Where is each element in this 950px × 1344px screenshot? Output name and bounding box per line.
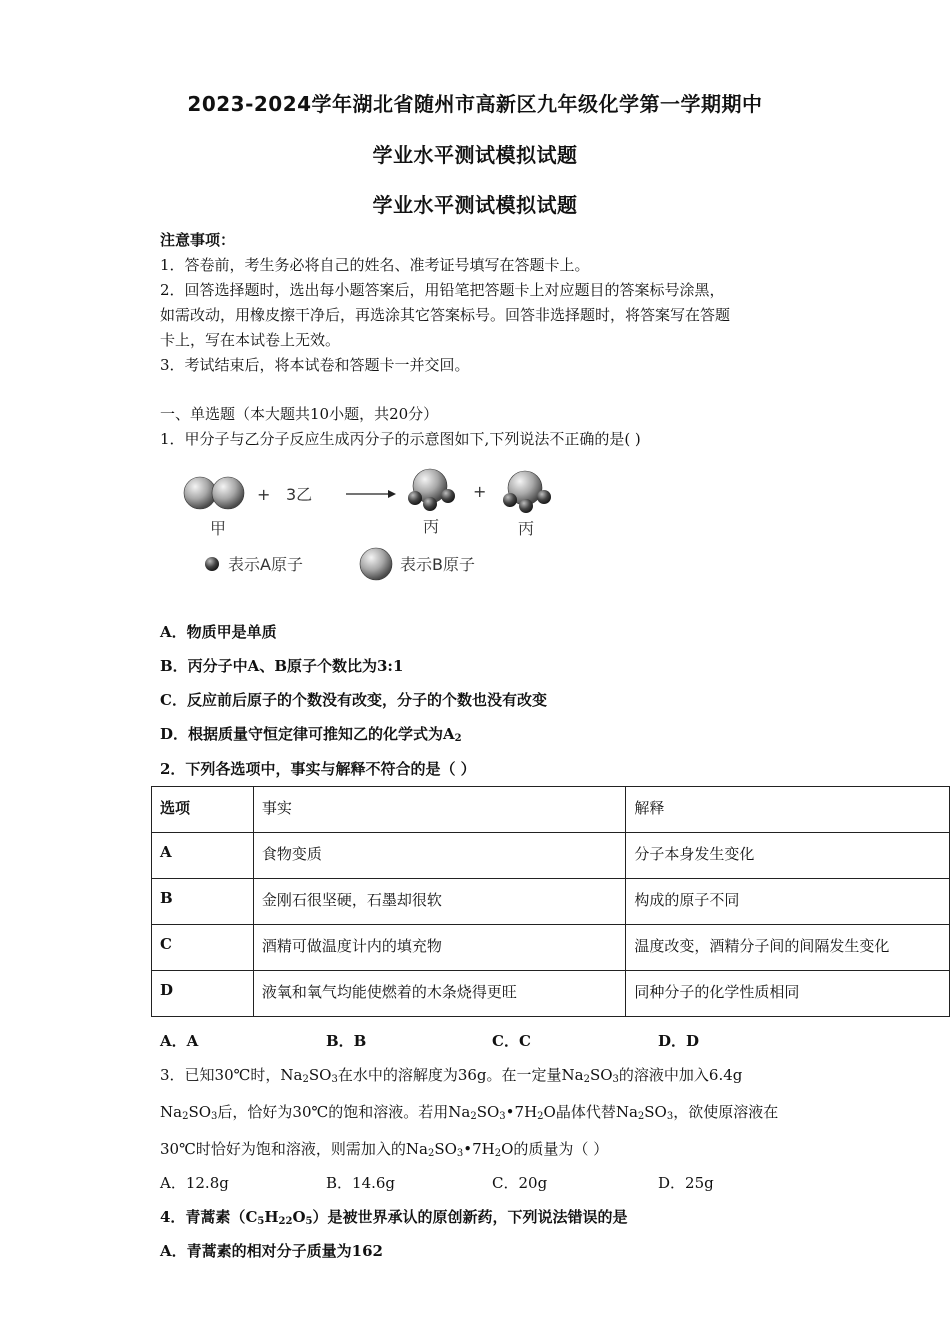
notice-heading: 注意事项： — [160, 231, 236, 249]
q3-sub: 3 — [331, 1074, 338, 1085]
q3-line-3 — [160, 1138, 608, 1159]
q4-sub: 22 — [278, 1216, 293, 1227]
a-atom-3 — [441, 489, 455, 503]
q3-line-2 — [160, 1101, 778, 1122]
table-row — [152, 925, 950, 971]
q3-text: O的质量为（ ） — [501, 1140, 609, 1158]
q2-option-d: D．D — [658, 1032, 700, 1050]
a-atom-6 — [537, 490, 551, 504]
q3-sub: 2 — [470, 1111, 477, 1122]
q1-option-a: A．物质甲是单质 — [160, 623, 277, 641]
q1-option-d — [160, 723, 462, 744]
table-header-cell: 解释 — [626, 787, 950, 833]
table-cell-explanation: 分子本身发生变化 — [626, 833, 950, 879]
q4-text: 4．青蒿素（C — [160, 1208, 258, 1226]
q3-text: SO — [644, 1103, 667, 1121]
q3-option-b: B．14.6g — [326, 1174, 396, 1192]
q3-option-d: D．25g — [658, 1174, 714, 1192]
q2-stem: 2．下列各选项中，事实与解释不符合的是（ ） — [160, 760, 476, 778]
legend-a-label: 表示A原子 — [228, 555, 303, 574]
q3-text: SO — [188, 1103, 212, 1121]
plus-sign-1: + — [257, 485, 271, 504]
q3-sub: 3 — [666, 1111, 674, 1122]
exam-title-line2: 学业水平测试模拟试题 — [372, 143, 578, 167]
q1-molecule-diagram — [170, 460, 590, 590]
q3-text: O晶体代替Na — [543, 1103, 638, 1121]
q3-sub: 2 — [537, 1111, 544, 1122]
q4-text: H — [264, 1208, 279, 1226]
table-cell-option: C — [152, 925, 254, 971]
q3-line-1 — [160, 1064, 742, 1085]
q3-text: SO — [476, 1103, 500, 1121]
q2-table — [151, 786, 950, 1017]
reactant-yi: 3乙 — [286, 485, 313, 504]
table-cell-option: A — [152, 833, 254, 879]
legend-b-label: 表示B原子 — [400, 555, 475, 574]
q3-text: 在水中的溶解度为36g。在一定量Na — [337, 1066, 584, 1084]
q4-text: O — [292, 1208, 306, 1226]
q3-sub: 2 — [182, 1111, 189, 1122]
q3-text: 3．已知30℃时，Na — [160, 1066, 303, 1084]
q3-sub: 3 — [612, 1074, 619, 1085]
q3-text: 30℃时恰好为饱和溶液，则需加入的Na — [160, 1140, 428, 1158]
q4-stem — [160, 1206, 628, 1227]
table-cell-option: D — [152, 971, 254, 1017]
notice-item-2-end: 卡上，写在本试卷上无效。 — [160, 331, 341, 349]
section-heading: 一、单选题（本大题共10小题，共20分） — [160, 405, 439, 423]
exam-title-line1: 2023-2024学年湖北省随州市高新区九年级化学第一学期期中 — [187, 92, 763, 116]
q3-text: •7H — [505, 1103, 538, 1121]
q3-sub: 3 — [499, 1111, 506, 1122]
q2-option-b: B．B — [326, 1032, 367, 1050]
table-cell-fact: 酒精可做温度计内的填充物 — [253, 925, 626, 971]
table-cell-explanation: 构成的原子不同 — [626, 879, 950, 925]
q3-sub: 2 — [494, 1148, 502, 1159]
q3-text: SO — [434, 1140, 457, 1158]
q1-diagram-svg — [170, 460, 590, 590]
notice-item-1: 1．答卷前，考生务必将自己的姓名、准考证号填写在答题卡上。 — [160, 256, 590, 274]
q3-sub: 2 — [637, 1111, 645, 1122]
table-cell-fact: 液氧和氧气均能使燃着的木条烧得更旺 — [253, 971, 626, 1017]
b-atom-2 — [212, 477, 244, 509]
q3-text: SO — [308, 1066, 332, 1084]
q4-option-a: A．青蒿素的相对分子质量为162 — [160, 1242, 383, 1260]
q3-option-a: A．12.8g — [160, 1174, 229, 1192]
q1-option-c: C．反应前后原子的个数没有改变，分子的个数也没有改变 — [160, 691, 547, 709]
q3-text: ，欲使原溶液在 — [673, 1103, 779, 1121]
q3-text: SO — [589, 1066, 613, 1084]
molecule-jia — [184, 477, 244, 509]
q3-text: •7H — [463, 1140, 495, 1158]
table-cell-explanation: 温度改变，酒精分子间的间隔发生变化 — [626, 925, 950, 971]
q3-sub: 3 — [456, 1148, 464, 1159]
table-cell-option: B — [152, 879, 254, 925]
table-row — [152, 879, 950, 925]
a-atom-2 — [423, 497, 437, 511]
notice-item-2: 2．回答选择题时，选出每小题答案后，用铅笔把答题卡上对应题目的答案标号涂黑， — [160, 281, 725, 299]
a-atom-5 — [519, 499, 533, 513]
q4-sub: 5 — [257, 1216, 265, 1227]
q1-option-d-sub: 2 — [454, 733, 462, 744]
b-atom-1 — [184, 477, 216, 509]
reaction-arrow — [346, 490, 396, 498]
table-header-cell: 事实 — [253, 787, 626, 833]
exam-title-line3: 学业水平测试模拟试题 — [372, 193, 578, 217]
table-cell-fact: 金刚石很坚硬，石墨却很软 — [253, 879, 626, 925]
a-atom-1 — [408, 491, 422, 505]
q3-text: Na — [160, 1103, 183, 1121]
legend-b-atom — [360, 548, 392, 580]
plus-sign-2: + — [473, 482, 487, 501]
table-row — [152, 971, 950, 1017]
q2-option-c: C．C — [492, 1032, 531, 1050]
label-jia: 甲 — [210, 519, 227, 538]
q3-sub: 2 — [302, 1074, 309, 1085]
q3-option-c: C．20g — [492, 1174, 548, 1192]
q3-sub: 2 — [583, 1074, 590, 1085]
q4-text: ）是被世界承认的原创新药，下列说法错误的是 — [312, 1208, 628, 1226]
table-cell-explanation: 同种分子的化学性质相同 — [626, 971, 950, 1017]
label-bing-2: 丙 — [518, 519, 535, 538]
q3-sub: 2 — [427, 1148, 435, 1159]
label-bing-1: 丙 — [423, 517, 440, 536]
q1-option-b: B．丙分子中A、B原子个数比为3:1 — [160, 657, 404, 675]
q3-sub: 3 — [211, 1111, 218, 1122]
q4-sub: 5 — [305, 1216, 313, 1227]
notice-item-2-cont: 如需改动，用橡皮擦干净后，再选涂其它答案标号。回答非选择题时，将答案写在答题 — [160, 306, 731, 324]
notice-item-3: 3．考试结束后，将本试卷和答题卡一并交回。 — [160, 356, 470, 374]
table-cell-fact: 食物变质 — [253, 833, 626, 879]
q1-stem: 1．甲分子与乙分子反应生成丙分子的示意图如下,下列说法不正确的是( ) — [160, 430, 641, 448]
q2-option-a: A．A — [160, 1032, 199, 1050]
q3-text: 的溶液中加入6.4g — [618, 1066, 743, 1084]
molecule-bing-2 — [503, 471, 551, 513]
legend-a-atom — [205, 557, 219, 571]
table-header-row — [152, 787, 950, 833]
q3-text: 后，恰好为30℃的饱和溶液。若用Na — [217, 1103, 471, 1121]
table-row — [152, 833, 950, 879]
table-header-cell: 选项 — [152, 787, 254, 833]
a-atom-4 — [503, 493, 517, 507]
q1-option-d-text: D．根据质量守恒定律可推知乙的化学式为A — [160, 725, 455, 743]
molecule-bing-1 — [408, 469, 455, 511]
